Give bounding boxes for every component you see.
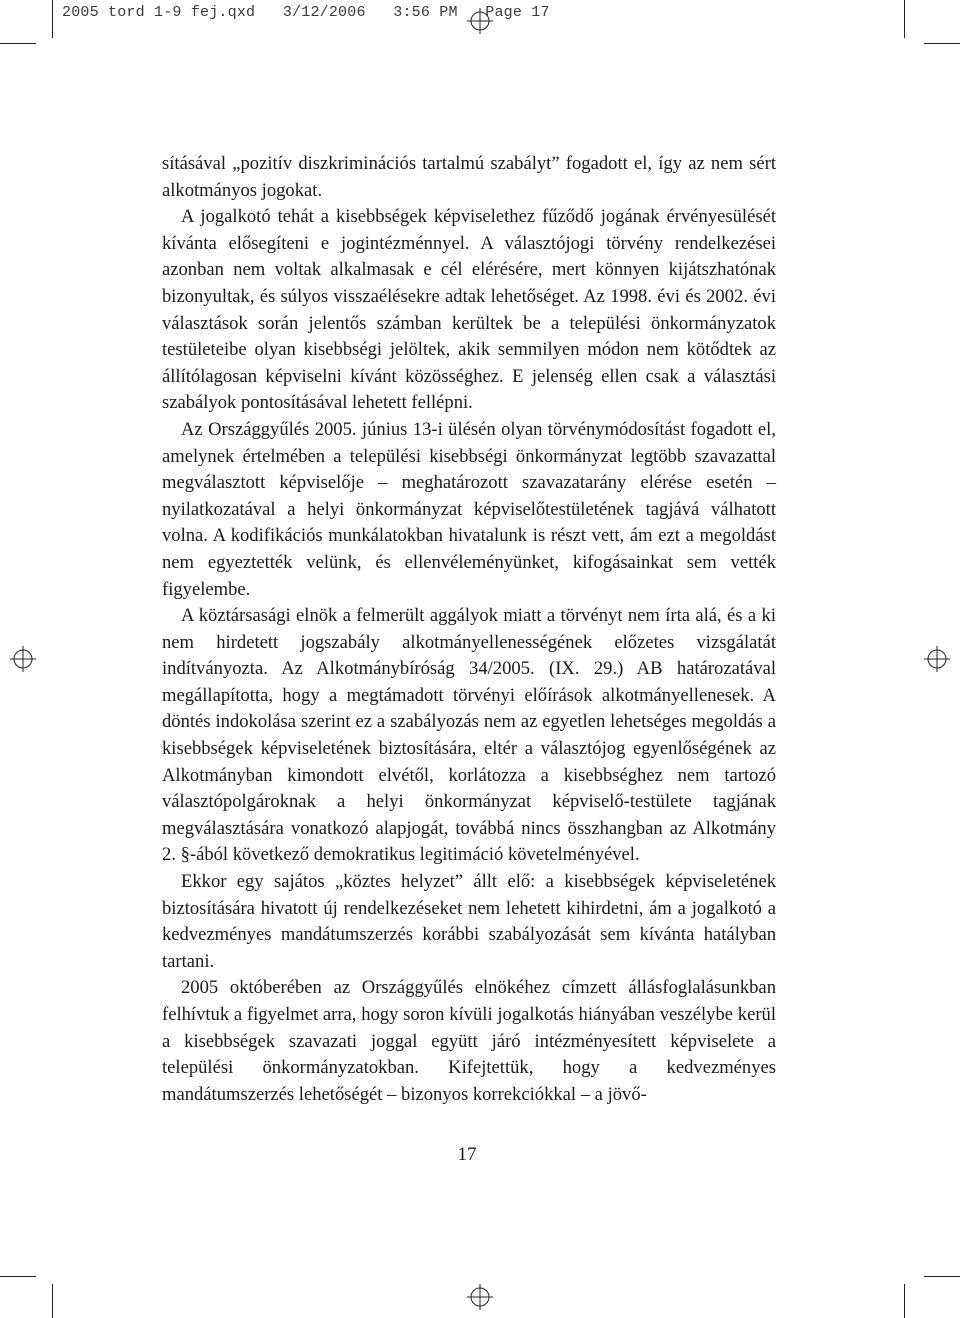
registration-mark-right [924, 646, 950, 672]
paragraph-2: A jogalkotó tehát a kisebbségek képviselethez fűződő jogának érvényesülését kívánta elősegíteni e jogintézménnyel. A választójogi törvény rendelkezései azonban nem voltak alkalmasak e cél elérésére, mert könnyen kijátszhatónak bizonyultak, és súlyos visszaélésekre adtak lehetőséget. Az 1998. évi és 2002. évi választások során jelentős számban kerültek be a települési önkormányzatok testületeibe olyan kisebbségi jelöltek, akik semmilyen módon nem kötődtek az állítólagosan képviselni kívánt közösséghez. E jelenség ellen csak a választási szabályok pontosításával lehetett fellépni. [162, 206, 776, 414]
page-number: 17 [457, 1144, 477, 1165]
paragraph-3: Az Országgyűlés 2005. június 13-i ülésén olyan törvénymódosítást fogadott el, amelynek értelmében a települési kisebbségi önkormányzat legtöbb szavazattal megválasztott képviselője – meghatározott szavazatarány elérése esetén – nyilatkozatával a helyi önkormányzat képviselőtestületének tagjává válhatott volna. A kodifikációs munkálatokban hivatalunk is részt vett, ám ezt a megoldást nem egyeztették velünk, és ellenvéleményünket, kifogásainkat sem vették figyelembe. [162, 418, 776, 600]
crop-mark-right-top [924, 43, 960, 44]
paragraph-5: Ekkor egy sajátos „köztes helyzet” állt elő: a kisebbségek képviseletének biztosítására hivatott új rendelkezéseket nem lehetett kihirdetni, ám a jogalkotó a kedvezményes mandátumszerzés korábbi szabályozását sem kívánta hatályban tartani. [162, 871, 776, 972]
paragraph-1: sításával „pozitív diszkriminációs tartalmú szabályt” fogadott el, így az nem sért alkotmányos jogokat. [162, 153, 776, 201]
crop-mark-top-left [52, 0, 53, 38]
crop-mark-top-right [904, 0, 905, 38]
registration-mark-left [10, 646, 36, 672]
registration-mark-bottom [467, 1284, 493, 1310]
crop-mark-bottom-left [52, 1284, 53, 1318]
crop-mark-bottom-right [904, 1284, 905, 1318]
slug-line: 2005 tord 1-9 fej.qxd 3/12/2006 3:56 PM Page 17 [62, 4, 550, 21]
crop-mark-left-bottom [0, 1276, 36, 1277]
registration-mark-top [467, 8, 493, 34]
crop-mark-left-top [0, 43, 36, 44]
body-text [162, 151, 776, 1108]
paragraph-4: A köztársasági elnök a felmerült aggályok miatt a törvényt nem írta alá, és a ki nem hirdetett jogszabály alkotmányellenességének előzetes vizsgálatát indítványozta. Az Alkotmánybíróság 34/2005. (IX. 29.) AB határozatával megállapította, hogy a megtámadott törvényi előírások alkotmányellenesek. A döntés indokolása szerint ez a szabályozás nem az egyetlen lehetséges megoldás a kisebbségek képviseletének biztosítására, eltér a választójog egyenlőségének az Alkotmányban kimondott elvétől, korlátozza a kisebbséghez nem tartozó választópolgároknak a helyi önkormányzat képviselő-testülete tagjának megválasztására vonatkozó alapjogát, továbbá nincs összhangban az Alkotmány 2. §-ából következő demokratikus legitimáció követelményével. [162, 605, 776, 866]
crop-mark-right-bottom [924, 1276, 960, 1277]
paragraph-6: 2005 októberében az Országgyűlés elnökéhez címzett állásfoglalásunkban felhívtuk a figyelmet arra, hogy soron kívüli jogalkotás hiányában veszélybe kerül a kisebbségek szavazati joggal együtt járó intézményesített képviselete a települési önkormányzatokban. Kifejtettük, hogy a kedvezményes mandátumszerzés lehetőségét – bizonyos korrekciókkal – a jövő- [162, 977, 776, 1105]
